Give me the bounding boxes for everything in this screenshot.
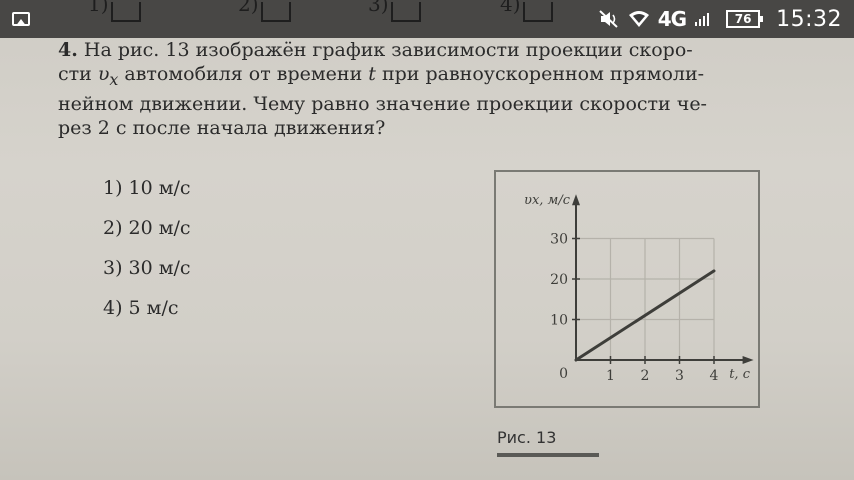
problem-line-4: рез 2 с после начала движения? xyxy=(58,116,386,139)
answer-options xyxy=(103,174,191,334)
answer-option-3: 3) 30 м/с xyxy=(103,257,191,279)
problem-text xyxy=(58,38,778,140)
gallery-icon[interactable] xyxy=(12,12,30,26)
mute-icon xyxy=(598,9,620,29)
problem-line-1: На рис. 13 изображён график зависимости проекции скоро- xyxy=(83,39,693,61)
y-tick-label: 20 xyxy=(550,272,568,288)
x-axis-label: t, с xyxy=(729,367,750,382)
figure-caption: Рис. 13 xyxy=(497,428,557,447)
problem-line-3: нейном движении. Чему равно значение проекции скорости че- xyxy=(58,92,707,115)
y-tick-label: 30 xyxy=(550,231,568,248)
problem-line-2-part: сти xyxy=(58,63,98,85)
caption-underline xyxy=(497,453,599,457)
status-icons xyxy=(598,0,842,38)
clock: 15:32 xyxy=(776,6,842,32)
signal-icon xyxy=(694,11,712,27)
answer-option-1: 1) 10 м/с xyxy=(103,177,191,199)
answer-option-4: 4) 5 м/с xyxy=(103,297,179,319)
x-tick-label: 1 xyxy=(606,368,615,384)
status-bar xyxy=(0,0,854,38)
x-tick-label: 4 xyxy=(709,368,719,384)
problem-line-2-part: при равноускоренном прямоли- xyxy=(375,63,705,85)
y-tick-label: 10 xyxy=(550,312,568,329)
y-axis-label: υx, м/с xyxy=(524,193,570,209)
velocity-subscript: x xyxy=(109,69,119,89)
velocity-time-chart xyxy=(494,170,760,408)
origin-label: 0 xyxy=(559,366,568,382)
problem-line xyxy=(58,62,778,92)
answer-option-2: 2) 20 м/с xyxy=(103,217,191,239)
x-tick-label: 3 xyxy=(675,368,684,384)
time-symbol: t xyxy=(368,63,376,85)
x-axis-arrow xyxy=(743,356,754,364)
problem-number: 4. xyxy=(58,39,78,61)
battery-level: 76 xyxy=(734,12,752,26)
problem-line-2-part: автомобиля от времени xyxy=(118,63,369,85)
y-axis-arrow xyxy=(572,194,580,205)
battery-icon xyxy=(726,10,760,28)
wifi-icon xyxy=(628,10,650,28)
problem-line xyxy=(58,38,778,62)
velocity-symbol: υ xyxy=(97,63,110,85)
network-type-label: 4G xyxy=(657,7,687,31)
x-tick-label: 2 xyxy=(640,368,650,384)
